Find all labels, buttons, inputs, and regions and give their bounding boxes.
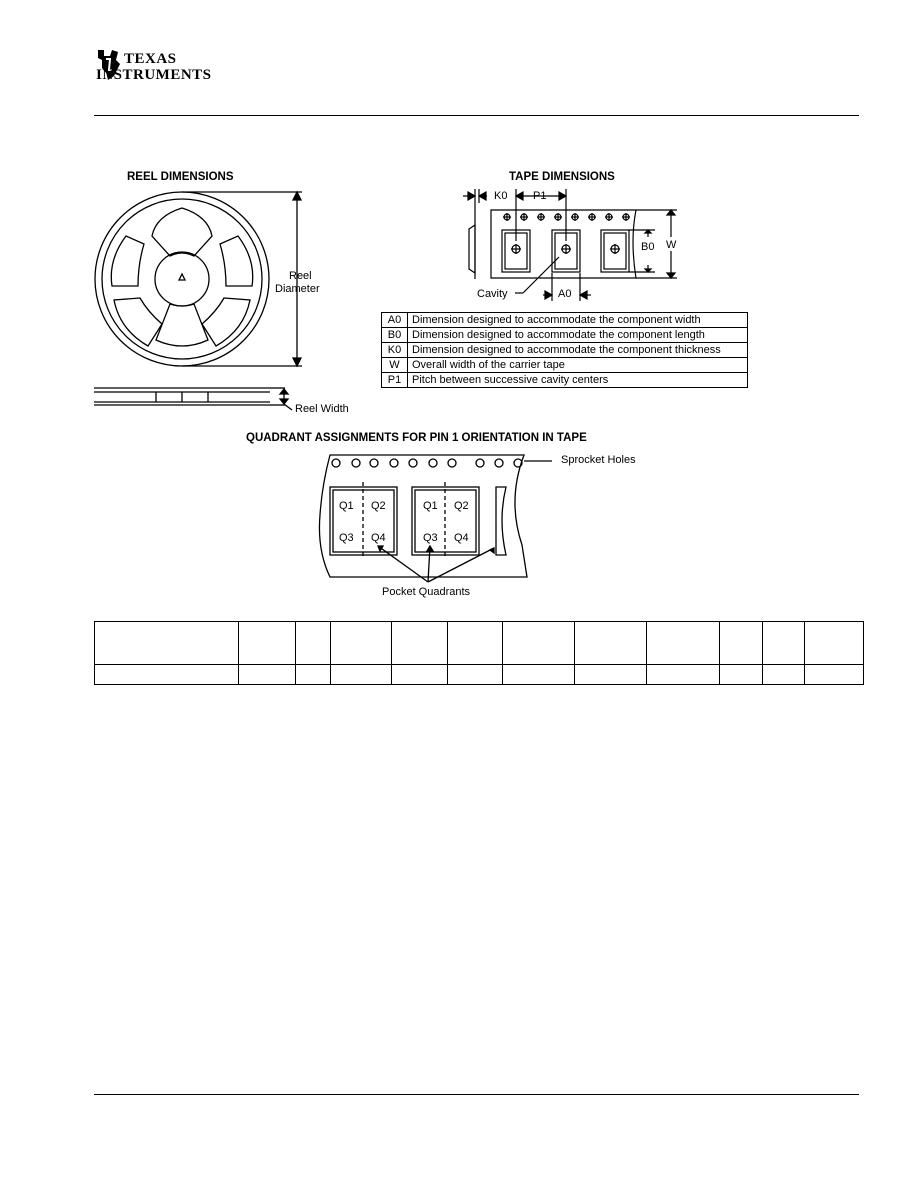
package-materials-table <box>94 621 864 685</box>
legend-row <box>382 358 748 373</box>
legend-key: K0 <box>382 343 408 358</box>
footer-rule <box>94 1094 859 1095</box>
q3-label-2: Q3 <box>423 532 438 544</box>
table-cell <box>720 622 763 665</box>
w-label: W <box>666 239 677 251</box>
table-cell <box>296 622 331 665</box>
logo-line-2: INSTRUMENTS <box>96 67 212 83</box>
legend-key: B0 <box>382 328 408 343</box>
table-cell <box>575 665 647 685</box>
legend-text: Pitch between successive cavity centers <box>408 373 748 388</box>
header-rule <box>94 115 859 116</box>
reel-dimensions-title: REEL DIMENSIONS <box>127 171 234 183</box>
table-cell <box>392 622 448 665</box>
table-cell <box>805 665 864 685</box>
table-cell <box>805 622 864 665</box>
legend-key: A0 <box>382 313 408 328</box>
p1-label: P1 <box>533 190 547 202</box>
q1-label: Q1 <box>339 500 354 512</box>
q4-label-2: Q4 <box>454 532 469 544</box>
table-cell <box>239 665 296 685</box>
tape-diagram <box>455 185 695 305</box>
table-cell <box>763 622 805 665</box>
q3-label: Q3 <box>339 532 354 544</box>
q4-label: Q4 <box>371 532 386 544</box>
legend-row <box>382 328 748 343</box>
table-cell <box>647 622 720 665</box>
tape-legend-table <box>381 312 748 388</box>
k0-label: K0 <box>494 190 508 202</box>
table-cell <box>331 622 392 665</box>
q2-label-2: Q2 <box>454 500 469 512</box>
quadrant-diagram <box>312 450 552 590</box>
table-cell <box>448 622 503 665</box>
ti-logo <box>94 46 224 86</box>
table-cell <box>95 665 239 685</box>
reel-width-label: Reel Width <box>295 403 349 415</box>
reel-diameter-label-2: Diameter <box>275 283 320 295</box>
cavity-label: Cavity <box>477 288 508 300</box>
table-cell <box>763 665 805 685</box>
q2-label: Q2 <box>371 500 386 512</box>
sprocket-holes-label: Sprocket Holes <box>561 454 636 466</box>
table-cell <box>575 622 647 665</box>
pocket-quadrants-label: Pocket Quadrants <box>382 586 471 598</box>
q1-label-2: Q1 <box>423 500 438 512</box>
legend-row <box>382 313 748 328</box>
table-cell <box>95 622 239 665</box>
quadrant-title: QUADRANT ASSIGNMENTS FOR PIN 1 ORIENTATION IN TAPE <box>246 432 587 444</box>
legend-text: Dimension designed to accommodate the component width <box>408 313 748 328</box>
table-cell <box>331 665 392 685</box>
legend-key: W <box>382 358 408 373</box>
table-cell <box>720 665 763 685</box>
legend-row <box>382 373 748 388</box>
table-cell <box>239 622 296 665</box>
legend-text: Dimension designed to accommodate the component thickness <box>408 343 748 358</box>
logo-line-1: TEXAS <box>124 51 177 67</box>
legend-text: Dimension designed to accommodate the component length <box>408 328 748 343</box>
table-cell <box>503 665 575 685</box>
table-cell <box>448 665 503 685</box>
table-cell <box>296 665 331 685</box>
a0-label: A0 <box>558 288 572 300</box>
b0-label: B0 <box>641 241 655 253</box>
legend-key: P1 <box>382 373 408 388</box>
table-cell <box>503 622 575 665</box>
table-cell <box>647 665 720 685</box>
legend-text: Overall width of the carrier tape <box>408 358 748 373</box>
table-cell <box>392 665 448 685</box>
table-row <box>95 665 864 685</box>
reel-diagram <box>90 180 380 420</box>
reel-diameter-label-1: Reel <box>289 270 312 282</box>
table-header-row <box>95 622 864 665</box>
legend-row <box>382 343 748 358</box>
tape-dimensions-title: TAPE DIMENSIONS <box>509 171 615 183</box>
